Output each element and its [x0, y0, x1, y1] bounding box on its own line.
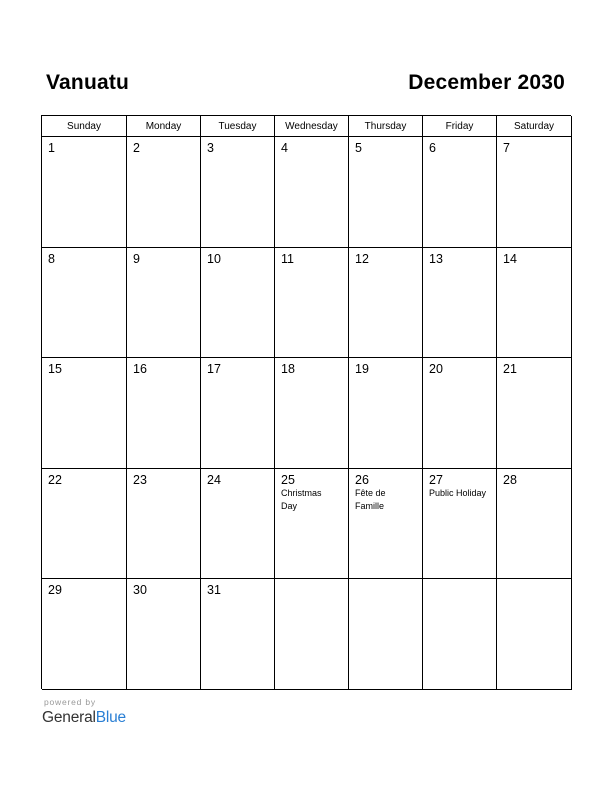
day-cell [275, 469, 349, 580]
day-cell [423, 248, 497, 359]
day-cell [127, 358, 201, 469]
weekday-header-wednesday: Wednesday [275, 116, 349, 137]
day-number: 16 [133, 362, 147, 376]
day-number: 15 [48, 362, 62, 376]
day-number: 22 [48, 472, 62, 487]
day-number: 14 [503, 251, 517, 266]
day-cell [127, 248, 201, 359]
day-cell [349, 579, 423, 690]
day-cell [423, 469, 497, 580]
event-label: Fête de Famille [355, 487, 386, 511]
day-cell [497, 579, 572, 690]
day-number: 5 [355, 141, 362, 155]
day-cell [275, 579, 349, 690]
day-cell [423, 579, 497, 690]
day-cell [275, 248, 349, 359]
day-cell [42, 248, 127, 359]
day-number: 11 [281, 251, 294, 266]
day-number: 28 [503, 472, 517, 487]
day-number: 24 [207, 472, 221, 487]
day-cell [127, 469, 201, 580]
day-number: 20 [429, 362, 443, 376]
weekday-header-sunday: Sunday [42, 116, 127, 137]
day-cell [275, 137, 349, 248]
day-number: 7 [503, 141, 510, 155]
generalblue-logo[interactable] [42, 709, 126, 727]
day-number: 19 [355, 362, 369, 376]
day-cell [42, 137, 127, 248]
day-cell [42, 358, 127, 469]
day-cell [349, 358, 423, 469]
day-number: 23 [133, 472, 147, 487]
day-cell [42, 579, 127, 690]
day-number: 1 [48, 141, 55, 155]
calendar-grid [41, 115, 571, 689]
logo-general-text: General [42, 709, 96, 726]
weekday-header-tuesday: Tuesday [201, 116, 275, 137]
day-cell [423, 358, 497, 469]
day-number: 31 [207, 583, 221, 597]
day-cell [497, 469, 572, 580]
day-number: 26 [355, 472, 369, 487]
day-cell [127, 579, 201, 690]
day-cell [497, 137, 572, 248]
day-number: 8 [48, 251, 55, 266]
day-number: 27 [429, 472, 443, 487]
day-cell [497, 248, 572, 359]
day-number: 3 [207, 141, 214, 155]
day-number: 18 [281, 362, 295, 376]
day-number: 6 [429, 141, 436, 155]
day-cell [201, 579, 275, 690]
day-number: 9 [133, 251, 140, 266]
day-number: 30 [133, 583, 147, 597]
day-cell [349, 248, 423, 359]
country-title: Vanuatu [46, 71, 130, 94]
day-cell [42, 469, 127, 580]
day-number: 17 [207, 362, 221, 376]
day-cell [201, 358, 275, 469]
weekday-header-thursday: Thursday [349, 116, 423, 137]
day-cell [127, 137, 201, 248]
day-cell [275, 358, 349, 469]
month-year-title: December 2030 [408, 71, 565, 94]
day-number: 21 [503, 362, 517, 376]
day-cell [349, 469, 423, 580]
day-cell [423, 137, 497, 248]
day-number: 13 [429, 251, 443, 266]
day-number: 12 [355, 251, 369, 266]
day-number: 4 [281, 141, 288, 155]
day-cell [349, 137, 423, 248]
day-cell [201, 248, 275, 359]
event-label: Christmas Day [281, 487, 322, 511]
day-number: 10 [207, 251, 221, 266]
weekday-header-friday: Friday [423, 116, 497, 137]
day-number: 25 [281, 472, 295, 487]
weekday-header-monday: Monday [127, 116, 201, 137]
event-label: Public Holiday [429, 487, 487, 498]
weekday-header-saturday: Saturday [497, 116, 572, 137]
day-cell [497, 358, 572, 469]
powered-by-label: powered by [44, 697, 96, 707]
day-cell [201, 137, 275, 248]
day-number: 2 [133, 141, 140, 155]
day-cell [201, 469, 275, 580]
day-number: 29 [48, 583, 62, 597]
logo-blue-text: Blue [95, 709, 126, 726]
